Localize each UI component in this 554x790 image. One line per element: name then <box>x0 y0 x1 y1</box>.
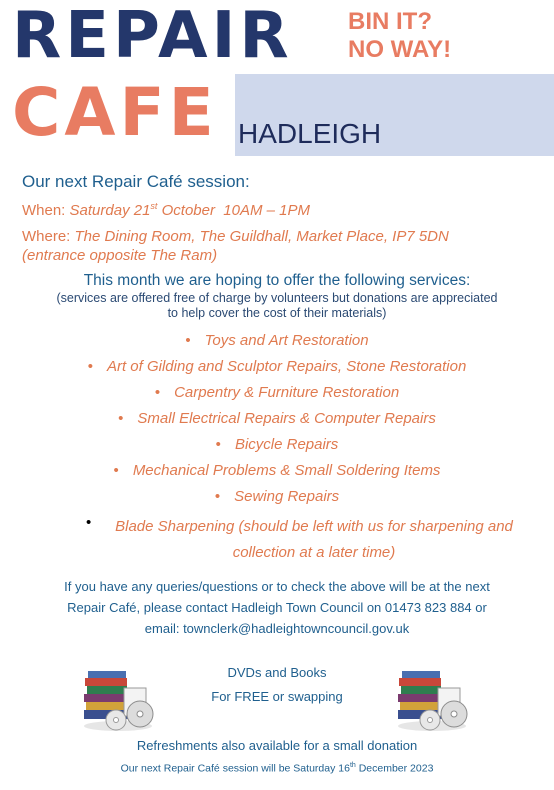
bullet-icon: • <box>185 332 191 349</box>
logo-repair: REPAIR <box>12 0 293 73</box>
tagline-line1: BIN IT? <box>348 8 432 35</box>
services-heading: This month we are hoping to offer the following services: <box>83 272 471 289</box>
where-label: Where: <box>22 228 75 245</box>
bullet-icon: • <box>215 436 221 453</box>
where-address: The Dining Room, The Guildhall, Market Place, IP7 5DN <box>74 228 449 245</box>
services-note-line1: (services are offered free of charge by volunteers but donations are appreciated <box>56 291 498 305</box>
when-label: When: <box>22 202 70 219</box>
contact-info <box>40 576 514 639</box>
next-session-suffix: th <box>349 762 356 769</box>
where-line <box>22 227 449 265</box>
sharpening-line2: collection at a later time) <box>232 544 396 561</box>
contact-line2: Repair Café, please contact Hadleigh Town Council on 01473 823 884 or <box>67 600 487 615</box>
next-session-rest: December 2023 <box>355 762 434 775</box>
sharpening-line1: Blade Sharpening (should be left with us for sharpening and <box>115 518 513 535</box>
when-time: 10AM – 1PM <box>214 202 311 219</box>
location-label: HADLEIGH <box>238 118 382 149</box>
bullet-icon: • <box>86 514 92 531</box>
services-note-line2: to help cover the cost of their materials) <box>167 306 387 320</box>
services-note <box>20 291 534 321</box>
logo-cafe: CAFE <box>12 74 218 151</box>
contact-line3: email: townclerk@hadleightowncouncil.gov.uk <box>144 621 410 636</box>
session-heading: Our next Repair Café session: <box>22 172 250 191</box>
bullet-icon: • <box>87 358 93 375</box>
bullet-icon: • <box>154 384 161 401</box>
service-item: • Carpentry & Furniture Restoration <box>154 384 400 401</box>
bullet-icon: • <box>113 462 119 479</box>
tagline <box>348 8 451 63</box>
bullet-icon: • <box>214 488 221 505</box>
books-and-discs-icon <box>78 666 156 732</box>
dvds-title: DVDs and Books <box>227 665 327 680</box>
books-and-discs-icon <box>392 666 470 732</box>
service-item: • Bicycle Repairs <box>215 436 339 453</box>
when-line <box>22 201 310 219</box>
refreshments-note: Refreshments also available for a small donation <box>136 738 418 753</box>
service-item-sharpening <box>84 514 544 566</box>
service-item: • Mechanical Problems & Small Soldering Items <box>113 462 441 479</box>
when-day: Saturday 21 <box>69 202 151 219</box>
where-note: (entrance opposite The Ram) <box>22 247 218 264</box>
bullet-icon: • <box>118 410 124 427</box>
next-session-prefix: Our next Repair Café session will be Saturday 16 <box>120 762 350 775</box>
contact-line1: If you have any queries/questions or to check the above will be at the next <box>64 579 490 594</box>
service-item: • Toys and Art Restoration <box>185 332 369 349</box>
service-item: • Small Electrical Repairs & Computer Repairs <box>118 410 436 427</box>
dvds-subtitle: For FREE or swapping <box>211 689 343 704</box>
when-month: October <box>157 202 215 219</box>
service-item: • Art of Gilding and Sculptor Repairs, Stone Restoration <box>87 358 467 375</box>
when-suffix: st <box>150 201 158 211</box>
service-item: • Sewing Repairs <box>214 488 340 505</box>
tagline-line2: NO WAY! <box>348 35 452 63</box>
next-session-note <box>0 762 554 775</box>
